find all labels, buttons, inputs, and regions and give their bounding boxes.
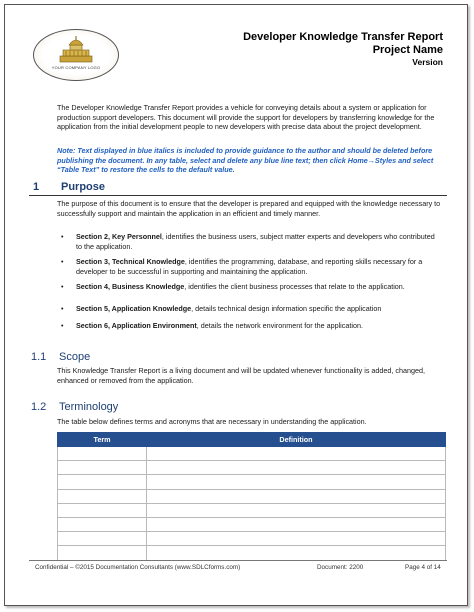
- definition-cell[interactable]: [147, 461, 446, 475]
- logo-text: YOUR COMPANY LOGO: [51, 65, 101, 70]
- guidance-note: Note: Text displayed in blue italics is included to provide guidance to the author and should be deleted before publishing the document. In any table, select and delete any blue line text; then click Home→Styles and select “Table Text” to restore the cells to the default value.: [57, 146, 434, 174]
- section-heading-purpose: [29, 180, 447, 196]
- footer-page-number: Page 4 of 14: [405, 564, 441, 571]
- footer-confidential: Confidential – ©2015 Documentation Consultants (www.SDLCforms.com): [35, 564, 241, 571]
- purpose-paragraph: The purpose of this document is to ensure that the developer is prepared and equipped with the knowledge necessary to successfully support and maintain the application in an efficient and timely manner.: [57, 199, 441, 218]
- capitol-building-icon: [59, 36, 93, 64]
- term-cell[interactable]: [58, 517, 147, 531]
- document-version: Version: [412, 57, 443, 67]
- list-item-text: , identifies the business users, subject matter experts and developers who contributed to the application.: [76, 232, 435, 251]
- section-title: Scope: [59, 351, 91, 363]
- definition-cell[interactable]: [147, 546, 446, 560]
- footer-document-number: Document: 2200: [317, 564, 364, 571]
- term-cell[interactable]: [58, 489, 147, 503]
- term-cell[interactable]: [58, 475, 147, 489]
- term-cell[interactable]: [58, 461, 147, 475]
- table-row: [58, 532, 446, 546]
- definition-cell[interactable]: [147, 503, 446, 517]
- terminology-paragraph: The table below defines terms and acronyms that are necessary in understanding the application.: [57, 417, 367, 426]
- table-row: [58, 475, 446, 489]
- definition-cell[interactable]: [147, 447, 446, 461]
- section-title: Terminology: [59, 401, 119, 413]
- footer-divider: [29, 560, 447, 561]
- document-title: Developer Knowledge Transfer Report: [243, 31, 443, 43]
- table-header-row: [58, 433, 446, 447]
- list-item-text: , details the network environment for the application.: [196, 321, 363, 330]
- definition-cell[interactable]: [147, 475, 446, 489]
- project-name: Project Name: [372, 44, 443, 56]
- table-row: [58, 447, 446, 461]
- terminology-table: [57, 432, 446, 561]
- definition-cell[interactable]: [147, 532, 446, 546]
- section-number: 1.2: [31, 401, 47, 413]
- document-page: YOUR COMPANY LOGO Developer Knowledge Transfer Report Project Name Version The Developer Knowledge Transfer Report provides a vehicle for conveying details about a system or application for production support developers. This document will provide the support for developers by transferring knowledge for the application from the initial development people to new developers with precise data about the project development. Note: Text displayed in blue italics is included to provide guidance to the author and should be deleted before publishing the document. In any table, select and delete any blue line text; then click Home→Styles and select “Table Text” to restore the cells to the default value. 1 Purpose The purpose of this document is to ensure that the developer is prepared and equipped with the knowledge necessary to successfully support and maintain the application in an efficient and timely manner. • Section 2, Key Personnel, identifies the business users, subject matter experts and developers who contributed to the application. • Section 3, Technical Knowledge, identifies the programming, database, and reporting skills necessary for a developer to be successful in supporting and maintaining the application. • Section 4, Business Knowledge, identifies the client business processes that relate to the application. • Section 5, Application Knowledge, details technical design information specific the application • Section 6, Application Environment, details the network environment for the application. 1.1 Scope This Knowledge Transfer Report is a living document and will be updated whenever functionality is added, changed, enhanced or removed from the application. 1.2 Terminology The table below defines terms and acronyms that are necessary in understanding the application. Term Definition Confidential – ©2015 Documentation Consultants (www.SDLCforms.com) Document: 2200 Page 4 of 14: [4, 4, 468, 606]
- section-number: 1: [33, 181, 40, 193]
- intro-paragraph: The Developer Knowledge Transfer Report provides a vehicle for conveying details about a system or application for production support developers. This document will provide the support for developers by transferring knowledge for the application from the initial development people to new developers with precise data about the project development.: [57, 103, 435, 131]
- column-header-term: Term: [58, 433, 147, 447]
- list-item-text: , identifies the client business processes that relate to the application.: [184, 282, 405, 291]
- table-row: [58, 489, 446, 503]
- list-item-section: Section 5, Application Knowledge: [76, 304, 192, 313]
- list-item-text: , details technical design information specific the application: [191, 304, 382, 313]
- list-item-section: Section 4, Business Knowledge: [76, 282, 185, 291]
- list-item-section: Section 2, Key Personnel: [76, 232, 162, 241]
- list-item-section: Section 3, Technical Knowledge: [76, 257, 185, 266]
- section-number: 1.1: [31, 351, 47, 363]
- list-item-text: , identifies the programming, database, and reporting skills necessary for a developer to be successful in supporting and maintaining the application.: [76, 257, 423, 276]
- table-row: [58, 546, 446, 560]
- table-row: [58, 517, 446, 531]
- term-cell[interactable]: [58, 532, 147, 546]
- section-title: Purpose: [61, 181, 106, 193]
- term-cell[interactable]: [58, 447, 147, 461]
- scope-paragraph: This Knowledge Transfer Report is a living document and will be updated whenever functionality is added, changed, enhanced or removed from the application.: [57, 366, 425, 385]
- column-header-definition: Definition: [147, 433, 446, 447]
- table-row: [58, 503, 446, 517]
- term-cell[interactable]: [58, 546, 147, 560]
- company-logo: [33, 29, 119, 81]
- definition-cell[interactable]: [147, 489, 446, 503]
- list-item-section: Section 6, Application Environment: [76, 321, 197, 330]
- table-row: [58, 461, 446, 475]
- term-cell[interactable]: [58, 503, 147, 517]
- definition-cell[interactable]: [147, 517, 446, 531]
